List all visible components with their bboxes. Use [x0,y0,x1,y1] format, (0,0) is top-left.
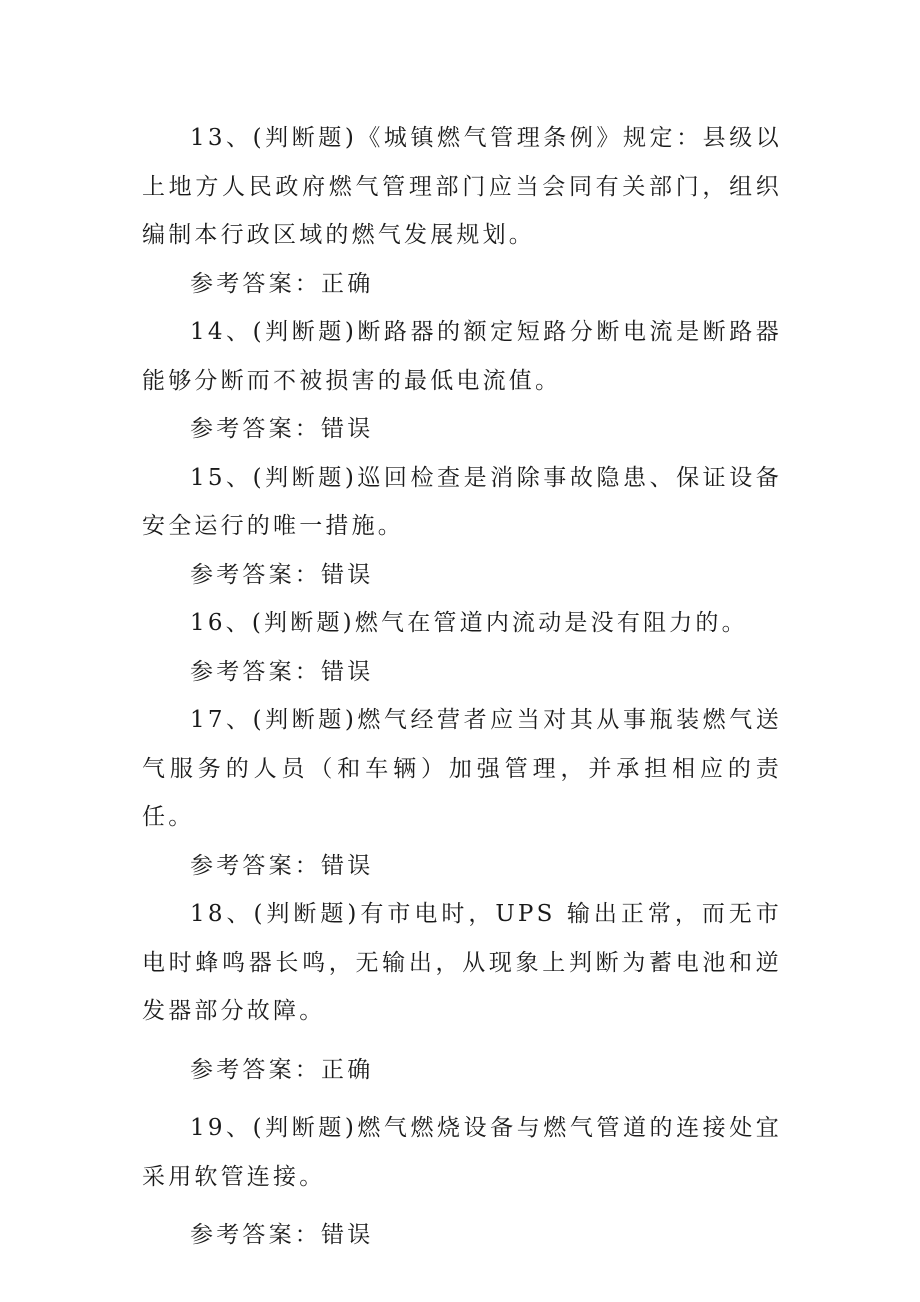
question-15: 15、(判断题)巡回检查是消除事故隐患、保证设备安全运行的唯一措施。 [142,464,782,539]
answer-18: 参考答案：正确 [190,1056,374,1083]
answer-15: 参考答案：错误 [190,561,374,588]
question-list [142,114,782,1270]
question-17: 17、(判断题)燃气经营者应当对其从事瓶装燃气送气服务的人员（和车辆）加强管理，并承担相应的责任。 [142,707,782,830]
answer-13: 参考答案：正确 [190,270,374,297]
question-19: 19、(判断题)燃气燃烧设备与燃气管道的连接处宜采用软管连接。 [142,1115,782,1190]
question-13: 13、(判断题)《城镇燃气管理条例》规定：县级以上地方人民政府燃气管理部门应当会同有关部门，组织编制本行政区域的燃气发展规划。 [142,125,782,248]
answer-17: 参考答案：错误 [190,852,374,879]
answer-16: 参考答案：错误 [190,658,374,685]
answer-14: 参考答案：错误 [190,416,374,442]
question-18: 18、(判断题)有市电时，UPS 输出正常，而无市电时蜂鸣器长鸣，无输出，从现象上判断为蓄电池和逆发器部分故障。 [142,901,782,1024]
question-16: 16、(判断题)燃气在管道内流动是没有阻力的。 [190,610,748,636]
answer-19: 参考答案：错误 [190,1222,374,1248]
question-14: 14、(判断题)断路器的额定短路分断电流是断路器能够分断而不被损害的最低电流值。 [142,319,782,394]
